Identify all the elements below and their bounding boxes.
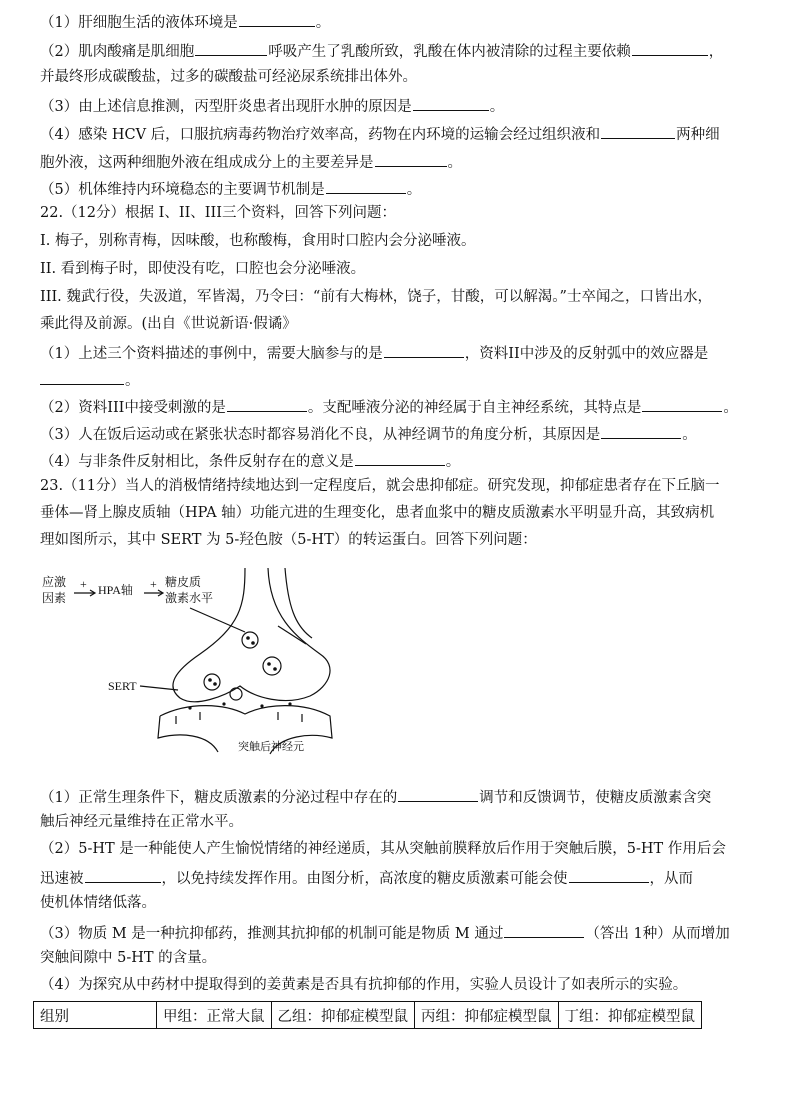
answer-blank[interactable] [569,866,649,883]
q23-s3-line2: 突触间隙中 5-HT 的含量。 [40,950,217,966]
q22-s2: （2）资料III中接受刺激的是 。支配唾液分泌的神经属于自主神经系统，其特点是 。 [40,395,760,418]
answer-blank[interactable] [601,122,675,139]
plus-sign: + [150,577,157,591]
q21-s2-line2: 并最终形成碳酸盐，过多的碳酸盐可经泌尿系统排出体外。 [40,69,417,85]
q23-heading-line1: 23.（11分）当人的消极情绪持续地达到一定程度后，就会患抑郁症。研究发现，抑郁症患者存在下丘脑一 [40,478,720,494]
sert-label: SERT [108,679,137,693]
q21-s5: （5）机体维持内环境稳态的主要调节机制是 。 [40,177,760,200]
q23-s2-line1: （2）5-HT 是一种能使人产生愉悦情绪的神经递质，其从突触前膜释放后作用于突触后膜，5-HT 作用后会 [40,841,726,857]
answer-blank[interactable] [40,368,124,385]
answer-blank[interactable] [504,921,584,938]
q23-heading-line2: 垂体—肾上腺皮质轴（HPA 轴）功能亢进的生理变化，患者血浆中的糖皮质激素水平明显升高，其致病机 [40,505,715,521]
table-row [34,1002,702,1029]
stress-label-1: 应激 [42,575,67,589]
q21-s4-line2: 胞外液，这两种细胞外液在组成成分上的主要差异是 。 [40,150,760,173]
table-cell: 丙组：抑郁症模型鼠 [415,1002,559,1029]
vesicle [263,657,281,675]
table-cell: 甲组：正常大鼠 [157,1002,272,1029]
q21-s3: （3）由上述信息推测，丙型肝炎患者出现肝水肿的原因是 。 [40,94,760,117]
q21-s2-line1: （2）肌肉酸痛是肌细胞 呼吸产生了乳酸所致，乳酸在体内被清除的过程主要依赖 ， [40,39,760,62]
answer-blank[interactable] [227,395,307,412]
table-cell: 乙组：抑郁症模型鼠 [271,1002,415,1029]
stress-label-2: 因素 [42,591,67,605]
q22-heading: 22.（12分）根据 I、II、III三个资料，回答下列问题： [40,205,396,221]
gc-label-2: 激素水平 [165,591,214,605]
q22-s1-line1: （1）上述三个资料描述的事例中，需要大脑参与的是 ，资料II中涉及的反射弧中的效应器是 [40,341,760,364]
q23-s4: （4）为探究从中药材中提取得到的姜黄素是否具有抗抑郁的作用，实验人员设计了如表所示的实验。 [40,977,688,993]
answer-blank[interactable] [239,10,315,27]
vesicle [204,674,220,690]
answer-blank[interactable] [398,785,478,802]
plus-sign: + [80,577,87,591]
synapse-diagram [40,566,360,766]
q23-heading-line3: 理如图所示，其中 SERT 为 5-羟色胺（5-HT）的转运蛋白。回答下列问题： [40,532,537,548]
q22-material-1: I. 梅子，别称青梅，因味酸，也称酸梅，食用时口腔内会分泌唾液。 [40,233,476,249]
experiment-table [33,1001,702,1029]
q22-s3: （3）人在饭后运动或在紧张状态时都容易消化不良，从神经调节的角度分析，其原因是 。 [40,422,760,445]
answer-blank[interactable] [384,341,464,358]
answer-blank[interactable] [601,422,681,439]
arrow [190,608,245,632]
postsynaptic-label: 突触后神经元 [238,741,304,753]
q22-s4: （4）与非条件反射相比，条件反射存在的意义是 。 [40,449,760,472]
q21-s1: （1）肝细胞生活的液体环境是 。 [40,10,760,33]
q21-s4-line1: （4）感染 HCV 后，口服抗病毒药物治疗效率高，药物在内环境的运输会经过组织液和 两种细 [40,122,760,145]
answer-blank[interactable] [355,449,445,466]
q23-s2-line3: 使机体情绪低落。 [40,895,156,911]
answer-blank[interactable] [375,150,447,167]
vesicle [230,688,242,700]
q23-s1-line1: （1）正常生理条件下，糖皮质激素的分泌过程中存在的 调节和反馈调节，使糖皮质激素含突 [40,785,760,808]
answer-blank[interactable] [195,39,267,56]
table-cell: 丁组：抑郁症模型鼠 [558,1002,702,1029]
q23-s1-line2: 触后神经元量维持在正常水平。 [40,814,243,830]
answer-blank[interactable] [326,177,406,194]
q23-s3-line1: （3）物质 M 是一种抗抑郁药，推测其抗抑郁的机制可能是物质 M 通过 （答出 1种）从而增加 [40,921,760,944]
sert-pointer [140,686,178,690]
q22-s1-line2: 。 [40,368,760,391]
answer-blank[interactable] [632,39,708,56]
answer-blank[interactable] [413,94,489,111]
vesicle [242,632,258,648]
answer-blank[interactable] [85,866,161,883]
table-cell: 组别 [34,1002,157,1029]
hpa-label: HPA轴 [98,583,133,597]
gc-label-1: 糖皮质 [165,575,202,589]
q22-material-2: II. 看到梅子时，即使没有吃，口腔也会分泌唾液。 [40,261,366,277]
answer-blank[interactable] [642,395,722,412]
q22-material-3-line1: III. 魏武行役，失汲道，军皆渴，乃令曰：“前有大梅林，饶子，甘酸，可以解渴。”士卒闻之，口皆出水， [40,289,712,305]
q23-s2-line2: 迅速被 ，以免持续发挥作用。由图分析，高浓度的糖皮质激素可能会使 ，从而 [40,866,760,889]
q22-material-3-line2: 乘此得及前源。(出自《世说新语·假谲》 [40,316,297,332]
